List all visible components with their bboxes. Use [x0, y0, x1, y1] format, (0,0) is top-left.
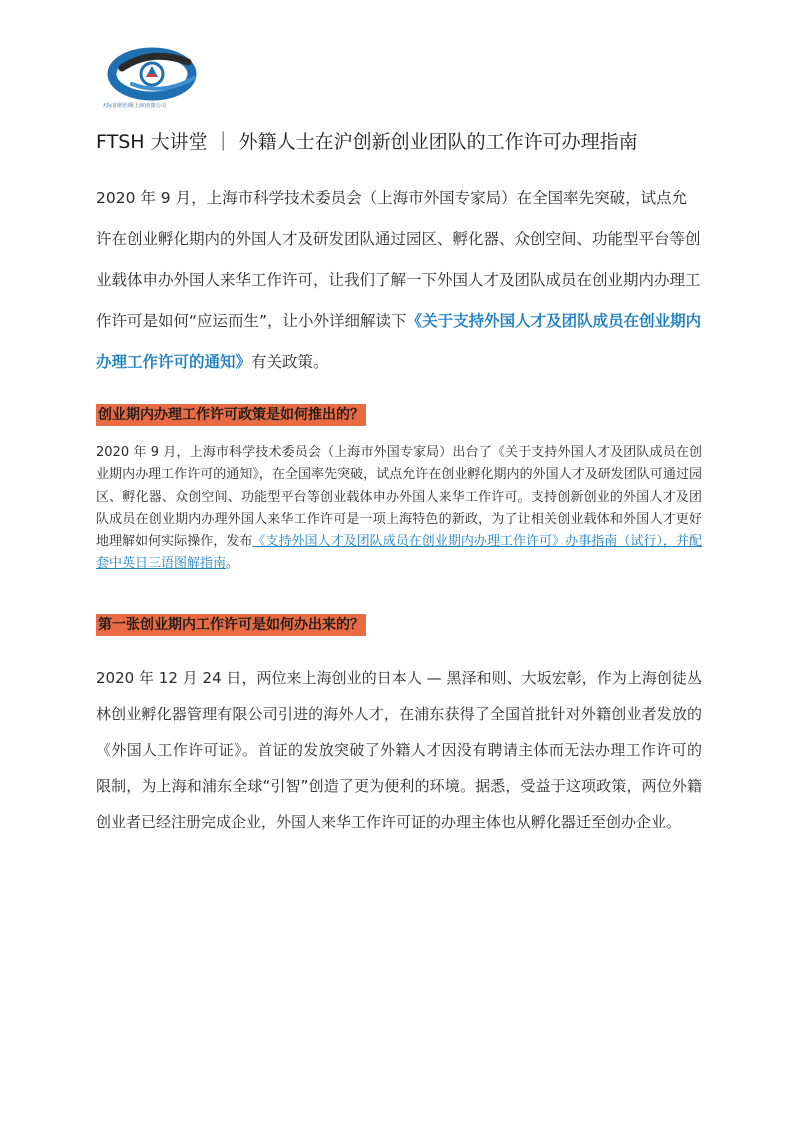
- section-heading-policy: 创业期内办理工作许可政策是如何推出的？: [96, 404, 366, 426]
- policy-paragraph: [96, 442, 702, 576]
- intro-text: 2020 年 9 月，上海市科学技术委员会（上海市外国专家局）在全国率先突破，试点允许在创业孵化期内的外国人才及研发团队通过园区、孵化器、众创空间、功能型平台等创业载体申办外国人来华工作许可，让我们了解一下外国人才及团队成员在创业期内办理工作许可是如何“应运而生”，让小外详细解读下: [96, 189, 701, 330]
- logo-caption: 天际首席培训(上海)有限公司: [102, 103, 166, 109]
- logo-emblem-icon: [102, 44, 212, 102]
- first-permit-paragraph: 2020 年 12 月 24 日，两位来上海创业的日本人 — 黑泽和则、大坂宏彰，作为上海创徒丛林创业孵化器管理有限公司引进的海外人才，在浦东获得了全国首批针对外籍创业者发放的《外国人工作许可证》。首证的发放突破了外籍人才因没有聘请主体而无法办理工作许可的限制，为上海和浦东全球“引智”创造了更为便利的环境。据悉，受益于这项政策，两位外籍创业者已经注册完成企业，外国人来华工作许可证的办理主体也从孵化器迁至创办企业。: [96, 669, 702, 831]
- policy-text-end: 。: [226, 556, 240, 572]
- page-title: FTSH 大讲堂 ｜ 外籍人士在沪创新创业团队的工作许可办理指南: [96, 131, 638, 153]
- intro-text-end: 有关政策。: [251, 353, 329, 371]
- notice-title-highlight: 《关于支持外国人才及团队成员在创业期内办理工作许可的通知》: [96, 312, 702, 371]
- section-heading-first-permit: 第一张创业期内工作许可是如何办出来的？: [96, 614, 366, 636]
- policy-text: 2020 年 9 月，上海市科学技术委员会（上海市外国专家局）出台了《关于支持外国人才及团队成员在创业期内办理工作许可的通知》，在全国率先突破，试点允许在创业孵化期内的外国人才及研发团队可通过园区、孵化器、众创空间、功能型平台等创业载体申办外国人来华工作许可。支持创新创业的外国人才及团队成员在创业期内办理外国人来华工作许可是一项上海特色的新政，为了让相关创业载体和外国人才更好地理解如何实际操作，发布: [96, 445, 702, 550]
- company-logo: [102, 44, 212, 114]
- intro-paragraph: [96, 178, 702, 383]
- guide-link[interactable]: 《支持外国人才及团队成员在创业期内办理工作许可》办事指南（试行），并配套中英日三语图解指南: [96, 534, 702, 572]
